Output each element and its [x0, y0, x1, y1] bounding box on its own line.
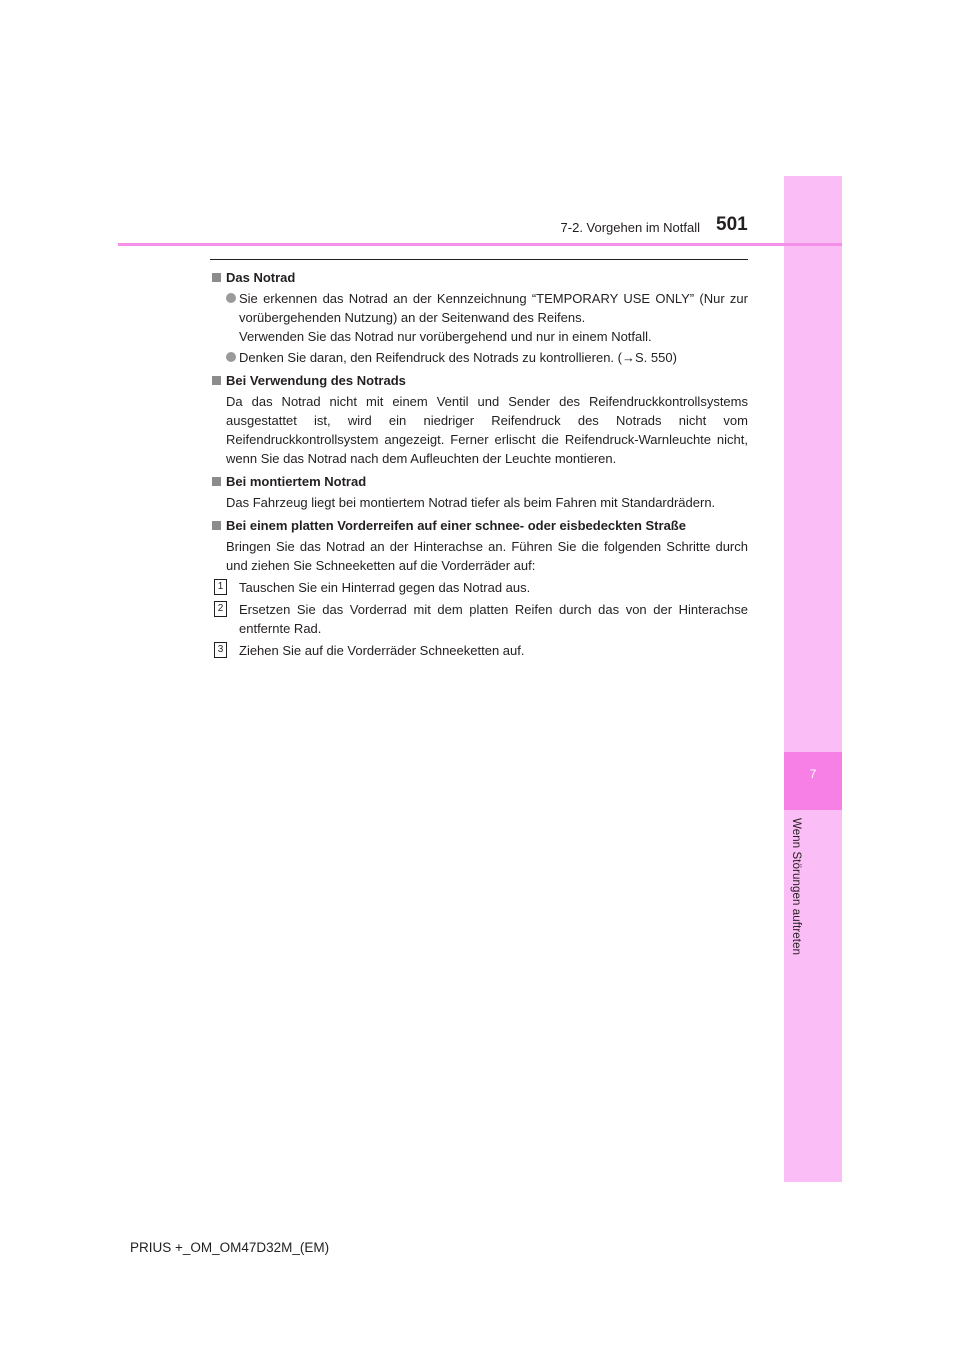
chapter-number: 7 — [809, 767, 817, 781]
header-divider — [118, 243, 842, 246]
section-title: 7-2. Vorgehen im Notfall — [560, 220, 700, 235]
step-text: Ersetzen Sie das Vorderrad mit dem platten Reifen durch das von der Hinterachse entfernte Rad. — [239, 602, 748, 636]
square-bullet-icon — [212, 376, 221, 385]
bullet-item — [226, 348, 748, 367]
page-number: 501 — [716, 214, 748, 235]
step-text: Tauschen Sie ein Hinterrad gegen das Notrad aus. — [239, 580, 531, 595]
bullet-text: Denken Sie daran, den Reifendruck des Notrads zu kontrollieren. ( — [239, 350, 622, 365]
heading-text: Bei Verwendung des Notrads — [226, 373, 406, 388]
heading-text: Bei einem platten Vorderreifen auf einer schnee- oder eisbedeckten Straße — [226, 518, 686, 533]
content-rule — [210, 259, 748, 260]
heading-das-notrad — [212, 268, 748, 287]
paragraph: Bringen Sie das Notrad an der Hinterachse an. Führen Sie die folgenden Schritte durch und ziehen Sie Schneeketten auf die Vorderräder auf: — [226, 539, 748, 573]
heading-text: Bei montiertem Notrad — [226, 474, 367, 489]
bullet-item — [226, 289, 748, 346]
heading-montiert — [212, 472, 748, 491]
bullet-text: Sie erkennen das Notrad an der Kennzeichnung “TEMPORARY USE ONLY” (Nur zur vorübergehenden Nutzung) an der Seitenwand des Reifens. — [239, 291, 748, 325]
page-content — [212, 268, 748, 660]
footer-model-code: PRIUS +_OM_OM47D32M_(EM) — [130, 1240, 330, 1255]
paragraph: Da das Notrad nicht mit einem Ventil und Sender des Reifendruckkontrollsystems ausgestattet ist, wird ein niedriger Reifendruck des Notrads nicht vom Reifendruckkontrollsystem angezeigt. Ferner erlischt die Reifendruck-Warnleuchte nicht, wenn Sie das Notrad nach dem Aufleuchten der Leuchte montieren. — [226, 394, 748, 466]
square-bullet-icon — [212, 477, 221, 486]
round-bullet-icon — [226, 293, 236, 303]
square-bullet-icon — [212, 273, 221, 282]
step-item — [212, 600, 748, 638]
heading-platt — [212, 516, 748, 535]
arrow-right-icon: → — [622, 350, 635, 365]
step-number: 1 — [214, 579, 227, 595]
step-text: Ziehen Sie auf die Vorderräder Schneeketten auf. — [239, 643, 525, 658]
step-item — [212, 578, 748, 597]
chapter-side-tab — [784, 176, 842, 1182]
paragraph: Das Fahrzeug liegt bei montiertem Notrad tiefer als beim Fahren mit Standardrädern. — [226, 495, 716, 510]
chapter-label: Wenn Störungen auftreten — [790, 818, 802, 956]
bullet-text: Verwenden Sie das Notrad nur vorübergehend und nur in einem Notfall. — [239, 329, 652, 344]
round-bullet-icon — [226, 352, 236, 362]
heading-text: Das Notrad — [226, 270, 296, 285]
step-number: 3 — [214, 642, 227, 658]
page-reference: S. 550) — [635, 350, 677, 365]
heading-verwendung — [212, 371, 748, 390]
chapter-number-tab — [784, 752, 842, 810]
step-item — [212, 641, 748, 660]
step-number: 2 — [214, 601, 227, 617]
square-bullet-icon — [212, 521, 221, 530]
